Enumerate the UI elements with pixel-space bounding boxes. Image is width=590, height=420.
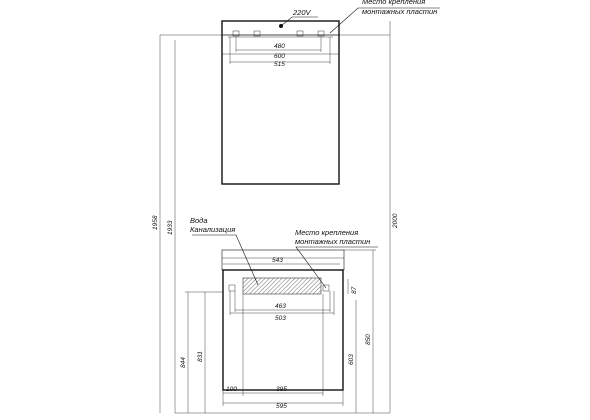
- mount-top-label-1: Место крепления: [362, 0, 426, 6]
- voltage-label: 220V: [293, 8, 311, 17]
- mirror: [222, 0, 440, 184]
- dim-831-text: 831: [197, 351, 204, 362]
- mount-top-label-2: монтажных пластин: [362, 7, 438, 16]
- mirror-top-panel: [222, 21, 339, 35]
- dim-844-text: 844: [180, 357, 187, 368]
- dim-850-text: 850: [365, 334, 372, 345]
- dim-600-text: 600: [274, 53, 285, 60]
- plumbing-hatched-zone: [243, 278, 321, 294]
- dim-503-text: 503: [275, 315, 286, 322]
- basin-top: [222, 250, 344, 270]
- dim-515-text: 515: [274, 61, 285, 68]
- dim-595-text: 595: [276, 403, 287, 410]
- dim-603-text: 603: [348, 354, 355, 365]
- dim-100-text: 100: [226, 386, 237, 393]
- dim-87-text: 87: [351, 286, 358, 294]
- water-label: Вода: [190, 216, 208, 225]
- dim-395-text: 395: [276, 386, 287, 393]
- mount-bottom-label-2: монтажных пластин: [295, 237, 371, 246]
- vanity-cabinet: [190, 216, 378, 410]
- dim-543-text: 543: [272, 257, 283, 264]
- sewer-label: Канализация: [190, 225, 236, 234]
- dim-2000-text: 2000: [392, 213, 399, 228]
- dim-1958-text: 1958: [152, 215, 159, 230]
- mount-bottom-label-1: Место крепления: [295, 228, 359, 237]
- dim-480-text: 480: [274, 43, 285, 50]
- dim-463-text: 463: [275, 303, 286, 310]
- mount-slot-left: [229, 285, 235, 291]
- water-leader: [192, 235, 258, 285]
- dim-1933-text: 1933: [167, 220, 174, 235]
